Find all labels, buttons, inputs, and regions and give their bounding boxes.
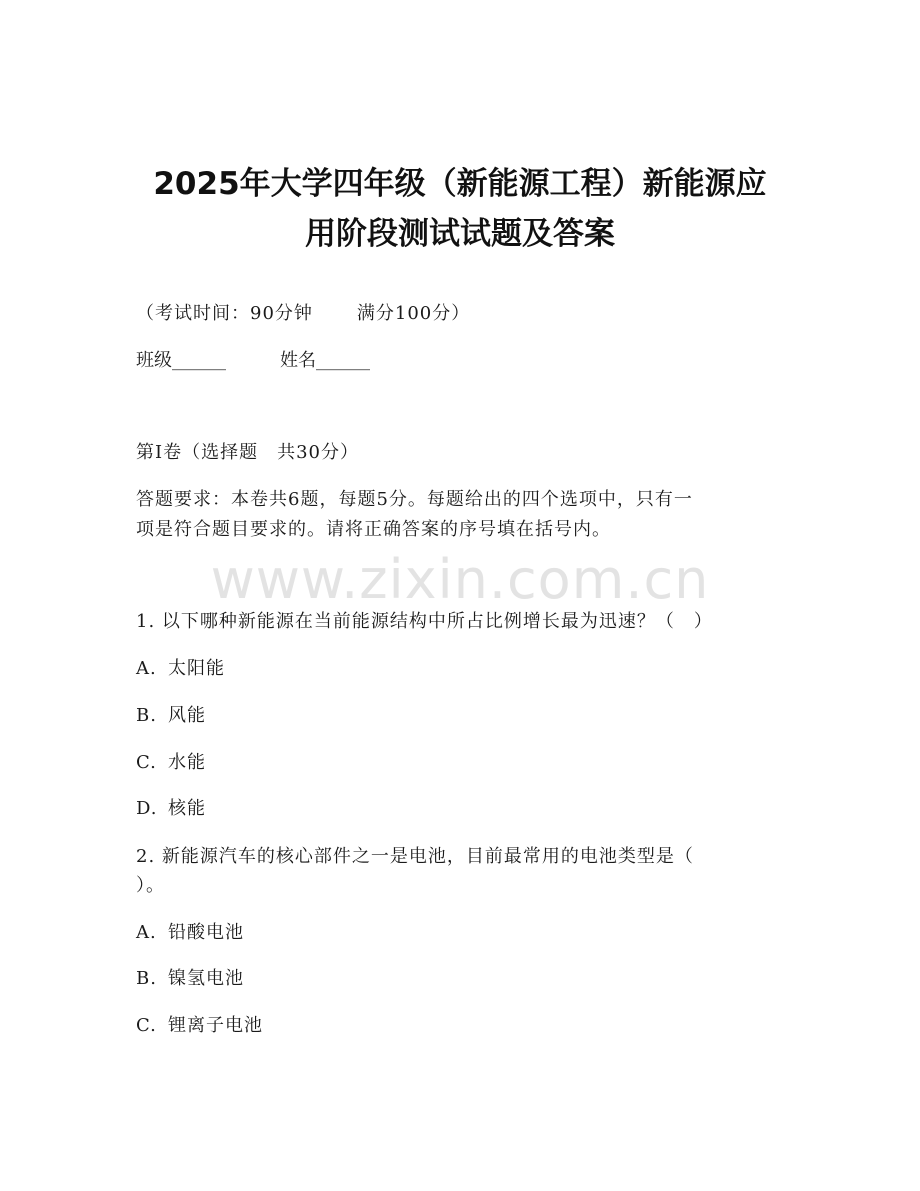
question-2-option-b bbox=[136, 967, 244, 991]
question-1-option-b bbox=[136, 704, 206, 728]
option-text: 风能 bbox=[168, 705, 206, 726]
document-title-line-1: 2025年大学四年级（新能源工程）新能源应 bbox=[153, 166, 767, 202]
option-text: 铅酸电池 bbox=[168, 922, 244, 943]
option-letter: B. bbox=[136, 705, 157, 726]
option-letter: B. bbox=[136, 968, 157, 989]
option-text: 镍氢电池 bbox=[168, 968, 244, 989]
document-title-line-2: 用阶段测试试题及答案 bbox=[305, 216, 615, 252]
answer-requirement-line-1: 答题要求：本卷共6题，每题5分。每题给出的四个选项中，只有一 bbox=[136, 489, 693, 510]
option-letter: A. bbox=[136, 922, 157, 943]
section-title: 第I卷（选择题 共30分） bbox=[136, 442, 360, 463]
option-letter: A. bbox=[136, 658, 157, 679]
question-1-option-d bbox=[136, 797, 206, 821]
option-text: 核能 bbox=[168, 798, 206, 819]
option-letter: D. bbox=[136, 798, 158, 819]
question-2-option-a bbox=[136, 921, 244, 945]
question-1-option-c bbox=[136, 751, 206, 775]
answer-requirement-line-2: 项是符合题目要求的。请将正确答案的序号填在括号内。 bbox=[136, 519, 611, 540]
option-text: 太阳能 bbox=[168, 658, 225, 679]
name-field: 姓名______ bbox=[280, 350, 370, 371]
question-2-option-c bbox=[136, 1014, 263, 1038]
student-info bbox=[136, 349, 370, 373]
exam-time: （考试时间：90分钟 bbox=[136, 303, 313, 324]
option-letter: C. bbox=[136, 1015, 157, 1036]
question-1-stem: 1. 以下哪种新能源在当前能源结构中所占比例增长最为迅速？（ ） bbox=[136, 611, 713, 632]
full-score: 满分100分） bbox=[356, 303, 471, 324]
watermark: www.zixin.com.cn bbox=[210, 548, 710, 611]
question-1-option-a bbox=[136, 657, 225, 681]
option-letter: C. bbox=[136, 752, 157, 773]
question-2-stem-line-2: ）。 bbox=[136, 875, 165, 896]
question-2-stem-line-1: 2. 新能源汽车的核心部件之一是电池，目前最常用的电池类型是（ bbox=[136, 846, 694, 867]
option-text: 水能 bbox=[168, 752, 206, 773]
exam-info bbox=[136, 302, 470, 326]
option-text: 锂离子电池 bbox=[168, 1015, 263, 1036]
class-field: 班级______ bbox=[136, 350, 226, 371]
